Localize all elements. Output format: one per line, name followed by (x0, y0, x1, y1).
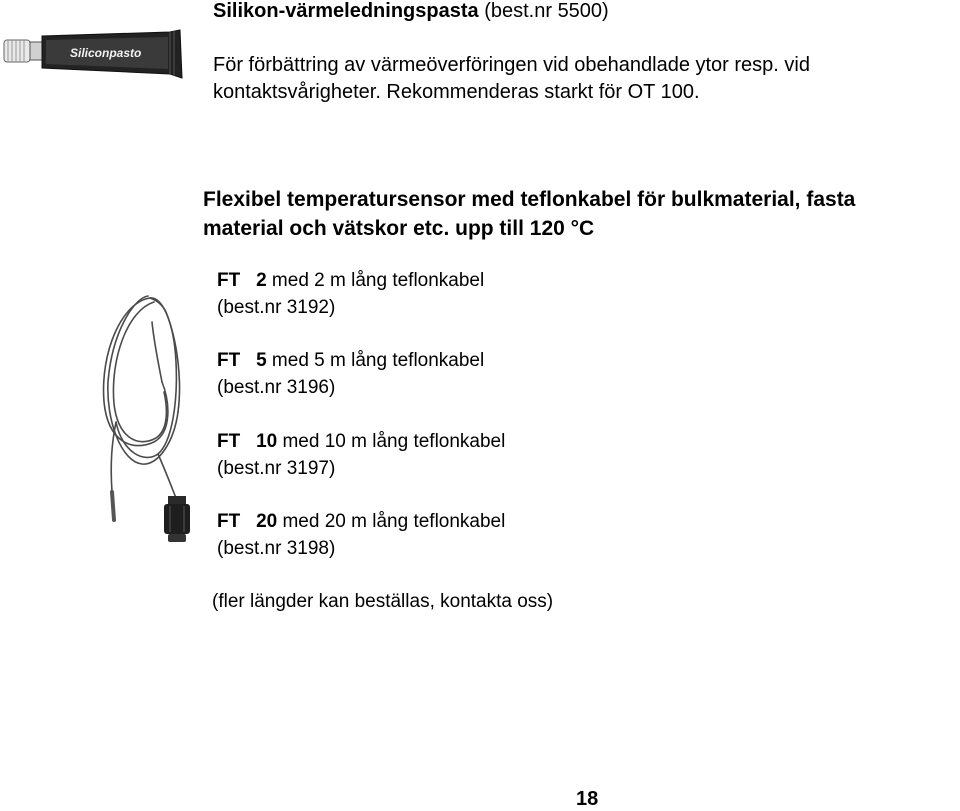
item-number: 10 (256, 431, 278, 452)
tube-label: Siliconpasto (70, 46, 142, 60)
item-number: 20 (256, 511, 278, 532)
item-description: med 2 m lång teflonkabel (271, 270, 485, 291)
item-prefix: FT (217, 431, 241, 452)
item-prefix: FT (217, 350, 241, 371)
item-description: med 5 m lång teflonkabel (271, 350, 485, 371)
sensor-cable-image (92, 292, 202, 544)
sensor-item-ft2 (217, 269, 484, 293)
item-prefix: FT (217, 511, 241, 532)
item-prefix: FT (217, 270, 241, 291)
page-number: 18 (576, 788, 599, 810)
item-number: 2 (256, 270, 267, 291)
sensor-item-ft5-order: (best.nr 3196) (217, 377, 336, 398)
paste-description-1: För förbättring av värmeöverföringen vid obehandlade ytor resp. vid (213, 54, 810, 76)
paste-title: Silikon-värmeledningspasta (213, 0, 479, 22)
paste-title-line (213, 0, 609, 24)
sensor-note: (fler längder kan beställas, kontakta oss) (212, 591, 554, 612)
sensor-item-ft2-order: (best.nr 3192) (217, 297, 336, 318)
item-number: 5 (256, 350, 267, 371)
sensor-heading-1: Flexibel temperatursensor med teflonkabel för bulkmaterial, fasta (203, 188, 856, 211)
sensor-heading-2: material och vätskor etc. upp till 120 °C (203, 217, 595, 240)
paste-order-number: (best.nr 5500) (484, 0, 609, 22)
item-description: med 10 m lång teflonkabel (282, 431, 506, 452)
sensor-item-ft20 (217, 510, 505, 534)
sensor-item-ft20-order: (best.nr 3198) (217, 538, 336, 559)
sensor-item-ft5 (217, 349, 484, 373)
sensor-item-ft10 (217, 430, 505, 454)
paste-description-2: kontaktsvårigheter. Rekommenderas starkt för OT 100. (213, 81, 700, 103)
sensor-item-ft10-order: (best.nr 3197) (217, 458, 336, 479)
item-description: med 20 m lång teflonkabel (282, 511, 506, 532)
paste-tube-image (2, 28, 184, 80)
